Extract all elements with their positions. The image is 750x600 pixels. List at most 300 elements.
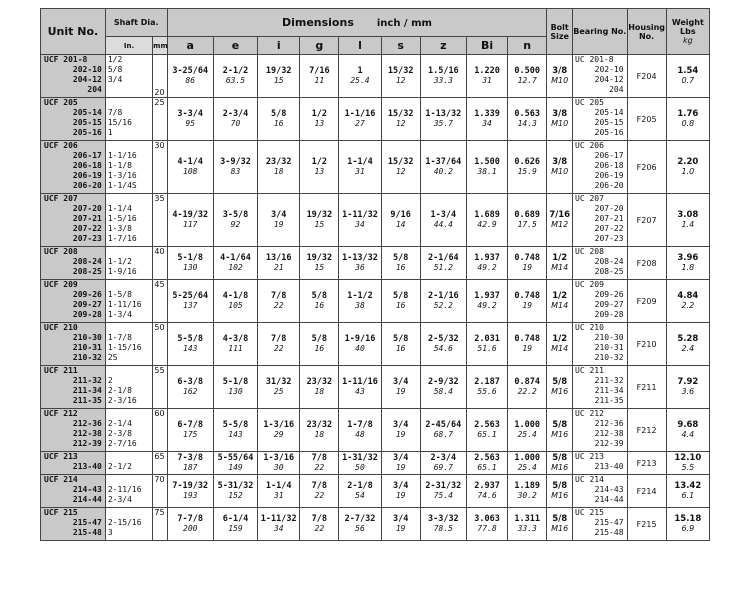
shaft-inch: 1-9/16 — [107, 267, 137, 276]
unit-no: UCF 210 — [44, 323, 78, 332]
dim-l-mm: 38 — [355, 301, 365, 310]
dim-e-mm: 63.5 — [225, 76, 246, 85]
dim-bi-cell — [466, 366, 507, 409]
dim-n-inch: 1.000 — [514, 453, 541, 463]
weight-cell — [666, 366, 709, 409]
dim-i-mm: 22 — [273, 344, 284, 353]
weight-cell — [666, 55, 709, 98]
dim-bi-mm: 77.8 — [477, 524, 497, 533]
shaft-inch: 1-3/16 — [107, 171, 137, 180]
dim-i-inch: 1-1/4 — [265, 481, 292, 491]
shaft-inch-cell — [105, 247, 152, 280]
dim-l-mm: 34 — [355, 220, 365, 229]
unit-no: 207-22 — [72, 224, 102, 233]
dim-bi-cell — [466, 98, 507, 141]
dim-l-cell — [339, 508, 381, 541]
dim-bi-inch: 1.500 — [474, 157, 500, 167]
dim-i-mm: 21 — [273, 263, 284, 272]
weight-label: Weight Lbs — [671, 18, 704, 36]
dim-e-cell — [213, 55, 257, 98]
dim-i-inch: 5/8 — [271, 109, 287, 119]
unit-no: 207-20 — [72, 204, 102, 213]
housing-no-cell: F210 — [627, 323, 666, 366]
dim-bi-cell — [466, 452, 507, 475]
dim-g-inch: 7/8 — [311, 514, 328, 524]
dim-l-inch: 1-1/2 — [347, 291, 373, 301]
dim-i-mm: 22 — [273, 301, 284, 310]
bolt-size-header: Bolt Size — [547, 9, 573, 55]
dim-a-cell — [167, 55, 213, 98]
unit-no: 214-44 — [72, 495, 102, 504]
bearing-no-cell — [573, 194, 628, 247]
dim-i-cell — [258, 194, 300, 247]
dim-l-cell — [339, 323, 381, 366]
unit-no: 207-21 — [72, 214, 102, 223]
bearing-no-cell — [573, 55, 628, 98]
dim-e-mm: 149 — [228, 463, 243, 472]
table-row — [41, 194, 710, 247]
unit-no: UCF 214 — [44, 475, 78, 484]
shaft-inch: 1-3/4 — [107, 310, 132, 319]
dim-a-inch: 7-3/8 — [177, 453, 204, 463]
dim-z-mm: 58.4 — [433, 387, 453, 396]
dim-l-cell — [339, 98, 381, 141]
bearing-no-cell — [573, 409, 628, 452]
unit-no: UCF 209 — [44, 280, 78, 289]
unit-no: 212-36 — [72, 419, 102, 428]
table-row — [41, 508, 710, 541]
table-row — [41, 409, 710, 452]
dim-n-mm: 33.3 — [517, 524, 537, 533]
bolt-size-inch: 1/2 — [552, 253, 568, 263]
shaft-inch: 1-1/8 — [107, 161, 132, 170]
bolt-size-cell — [547, 247, 573, 280]
shaft-mm-cell: 50 — [153, 323, 167, 366]
dim-bi-inch: 2.187 — [474, 377, 500, 387]
dim-s-mm: 12 — [395, 119, 406, 128]
bearing-no: 208-24 — [594, 257, 624, 266]
unit-no: 204-12 — [72, 75, 102, 84]
unit-no: UCF 208 — [44, 247, 78, 256]
shaft-inch — [108, 475, 152, 485]
dim-g-cell — [300, 247, 339, 280]
shaft-inch: 2-7/16 — [107, 439, 137, 448]
dim-z-cell — [420, 452, 466, 475]
bearing-no: 210-32 — [594, 353, 624, 362]
bolt-size-metric: M12 — [551, 220, 569, 229]
bolt-size-metric: M10 — [551, 119, 569, 128]
dim-a-cell — [167, 409, 213, 452]
weight-cell — [666, 508, 709, 541]
dim-e-inch: 3-5/8 — [222, 210, 249, 220]
shaft-inch — [108, 141, 152, 151]
dim-z-cell — [420, 247, 466, 280]
bearing-no: 208-25 — [594, 267, 624, 276]
weight-kg: 1.8 — [681, 263, 695, 272]
bearing-no-cell — [573, 475, 628, 508]
weight-kg: 3.6 — [681, 387, 695, 396]
dim-g-cell — [300, 280, 339, 323]
dim-l-inch: 2-7/32 — [344, 514, 376, 524]
unit-no: 206-18 — [72, 161, 102, 170]
dim-e-mm: 111 — [228, 344, 243, 353]
dim-bi-inch: 1.220 — [474, 66, 500, 76]
bearing-no: 211-35 — [594, 396, 624, 405]
dim-bi-inch: 2.563 — [474, 453, 500, 463]
dim-n-inch: 1.311 — [514, 514, 541, 524]
dim-n-cell — [508, 366, 547, 409]
dim-n-cell — [508, 247, 547, 280]
dim-s-inch: 15/32 — [387, 109, 414, 119]
dim-l-cell — [339, 409, 381, 452]
dim-g-mm: 16 — [314, 301, 325, 310]
dim-z-inch: 2-5/32 — [427, 334, 459, 344]
dim-z-cell — [420, 194, 466, 247]
dim-a-mm: 200 — [183, 524, 198, 533]
weight-cell — [666, 280, 709, 323]
weight-unit-label: kg — [682, 36, 693, 45]
shaft-inch: 2 — [107, 376, 113, 385]
dim-g-cell — [300, 194, 339, 247]
dim-g-inch: 23/32 — [306, 420, 333, 430]
bearing-no: 210-30 — [594, 333, 624, 342]
dim-i-inch: 1-3/16 — [263, 420, 295, 430]
dim-l-mm: 54 — [355, 491, 365, 500]
dim-a-mm: 86 — [185, 76, 196, 85]
unit-no-cell — [41, 366, 106, 409]
bolt-size-cell — [547, 194, 573, 247]
dim-bi-cell — [466, 409, 507, 452]
bolt-size-cell — [547, 409, 573, 452]
housing-no-header: Housing No. — [627, 9, 666, 55]
table-row — [41, 323, 710, 366]
bearing-no: 212-36 — [594, 419, 624, 428]
weight-kg: 2.4 — [681, 344, 695, 353]
dim-bi-cell — [466, 194, 507, 247]
table-row — [41, 452, 710, 475]
dim-i-mm: 15 — [273, 76, 284, 85]
dim-s-mm: 16 — [395, 263, 406, 272]
dim-a-inch: 3-25/64 — [172, 66, 209, 76]
bearing-no: UC 207 — [575, 194, 604, 203]
shaft-inch: 2-1/2 — [107, 462, 132, 471]
dim-bi-cell — [466, 55, 507, 98]
bolt-size-metric: M16 — [551, 387, 569, 396]
shaft-inch: 1/2 — [107, 55, 123, 64]
shaft-mm-cell: 30 — [153, 141, 167, 194]
bolt-size-cell — [547, 98, 573, 141]
dim-l-cell — [339, 55, 381, 98]
dim-n-inch: 0.748 — [514, 334, 541, 344]
col-i-header: i — [258, 37, 300, 55]
dim-z-cell — [420, 55, 466, 98]
bearing-no: 205-15 — [594, 118, 624, 127]
dim-g-inch: 5/8 — [311, 291, 328, 301]
dim-g-mm: 22 — [314, 463, 325, 472]
weight-lbs: 12.10 — [674, 453, 702, 463]
shaft-inch-cell — [105, 508, 152, 541]
dim-s-cell — [381, 55, 420, 98]
bolt-size-metric: M10 — [551, 167, 569, 176]
dim-z-cell — [420, 475, 466, 508]
dim-l-inch: 1-31/32 — [342, 453, 378, 463]
unit-no-cell — [41, 409, 106, 452]
bearing-no: 202-10 — [594, 65, 624, 74]
shaft-mm-cell: 70 — [153, 475, 167, 508]
dim-g-mm: 18 — [314, 430, 325, 439]
unit-no: 212-38 — [72, 429, 102, 438]
dim-n-mm: 12.7 — [517, 76, 537, 85]
bearing-no-cell — [573, 452, 628, 475]
dim-s-inch: 3/4 — [392, 377, 409, 387]
unit-no-cell — [41, 141, 106, 194]
dim-s-mm: 19 — [395, 491, 406, 500]
dim-i-inch: 13/16 — [265, 253, 292, 263]
unit-no: 209-27 — [72, 300, 102, 309]
dim-s-inch: 5/8 — [392, 253, 409, 263]
dim-l-inch: 1-1/16 — [344, 109, 376, 119]
bearing-no: 211-32 — [594, 376, 624, 385]
dim-l-mm: 27 — [355, 119, 365, 128]
dim-i-cell — [258, 247, 300, 280]
bearing-no-cell — [573, 141, 628, 194]
dim-s-cell — [381, 247, 420, 280]
unit-no-cell — [41, 323, 106, 366]
dim-g-inch: 1/2 — [311, 109, 328, 119]
bearing-no: UC 211 — [575, 366, 604, 375]
dim-a-mm: 137 — [183, 301, 198, 310]
dim-s-cell — [381, 475, 420, 508]
dim-s-inch: 3/4 — [392, 420, 409, 430]
weight-cell — [666, 98, 709, 141]
dim-a-inch: 4-1/4 — [177, 157, 204, 167]
bolt-size-metric: M16 — [551, 524, 569, 533]
shaft-mm-cell: 75 — [153, 508, 167, 541]
dim-g-inch: 19/32 — [306, 253, 333, 263]
dim-l-inch: 2-1/8 — [347, 481, 373, 491]
dim-bi-inch: 3.063 — [474, 514, 500, 524]
bolt-size-metric: M16 — [551, 430, 569, 439]
weight-kg: 1.4 — [681, 220, 695, 229]
dim-z-cell — [420, 366, 466, 409]
dim-g-inch: 23/32 — [306, 377, 333, 387]
bolt-size-inch: 5/8 — [552, 420, 568, 430]
dim-l-mm: 50 — [355, 463, 365, 472]
dim-s-mm: 19 — [395, 430, 406, 439]
unit-no: 205-16 — [72, 128, 102, 137]
dim-a-mm: 162 — [183, 387, 198, 396]
dim-a-cell — [167, 366, 213, 409]
bearing-no: 215-48 — [594, 528, 624, 537]
shaft-inch: 1-11/16 — [107, 300, 142, 309]
table-row — [41, 55, 710, 98]
bolt-size-metric: M10 — [551, 76, 569, 85]
bolt-size-inch: 5/8 — [552, 377, 568, 387]
dim-bi-inch: 1.689 — [474, 210, 500, 220]
dim-z-cell — [420, 98, 466, 141]
bearing-no: UC 212 — [575, 409, 604, 418]
dim-e-cell — [213, 280, 257, 323]
weight-lbs: 2.20 — [677, 157, 699, 167]
bearing-no-header: Bearing No. — [573, 9, 628, 55]
housing-no-cell: F213 — [627, 452, 666, 475]
table-row — [41, 475, 710, 508]
unit-no: 212-39 — [72, 439, 102, 448]
dim-i-inch: 1-3/16 — [263, 453, 295, 463]
weight-lbs: 4.84 — [677, 291, 699, 301]
dim-a-mm: 117 — [183, 220, 198, 229]
dim-g-mm: 22 — [314, 491, 325, 500]
dim-i-mm: 16 — [273, 119, 284, 128]
dim-bi-cell — [466, 323, 507, 366]
dim-l-inch: 1-1/4 — [347, 157, 373, 167]
bolt-size-cell — [547, 55, 573, 98]
weight-lbs: 1.54 — [677, 66, 699, 76]
unit-no: 215-47 — [72, 518, 102, 527]
table-row — [41, 280, 710, 323]
dim-i-mm: 31 — [273, 491, 284, 500]
bearing-no-cell — [573, 247, 628, 280]
shaft-inch: 1-1/2 — [107, 257, 132, 266]
dim-s-inch: 3/4 — [392, 481, 409, 491]
bearing-no: 211-34 — [594, 386, 624, 395]
unit-no-header: Unit No. — [41, 9, 106, 55]
dim-a-inch: 7-7/8 — [177, 514, 204, 524]
bearing-no: 214-44 — [594, 495, 624, 504]
bolt-size-inch: 5/8 — [552, 453, 568, 463]
dim-a-cell — [167, 452, 213, 475]
shaft-mm-cell: 20 — [153, 55, 167, 98]
bearing-no: UC 210 — [575, 323, 604, 332]
dim-i-inch: 1-11/32 — [260, 514, 297, 524]
shaft-inch — [108, 452, 152, 462]
bolt-size-inch: 3/8 — [552, 109, 568, 119]
shaft-inch: 1-5/8 — [107, 290, 132, 299]
dim-e-mm: 83 — [230, 167, 241, 176]
dim-i-cell — [258, 366, 300, 409]
unit-no-cell — [41, 55, 106, 98]
bearing-spec-table — [40, 8, 710, 541]
dim-g-cell — [300, 508, 339, 541]
col-z-header: z — [420, 37, 466, 55]
weight-lbs: 3.08 — [677, 210, 699, 220]
dim-a-cell — [167, 475, 213, 508]
dim-s-cell — [381, 323, 420, 366]
dim-z-mm: 68.7 — [433, 430, 453, 439]
dim-s-cell — [381, 452, 420, 475]
bolt-size-cell — [547, 475, 573, 508]
unit-no: 211-35 — [72, 396, 102, 405]
dim-z-mm: 54.6 — [433, 344, 453, 353]
dim-bi-mm: 65.1 — [477, 463, 497, 472]
dim-s-inch: 9/16 — [390, 210, 411, 220]
shaft-mm-cell: 45 — [153, 280, 167, 323]
bolt-size-cell — [547, 366, 573, 409]
shaft-inch-cell — [105, 452, 152, 475]
dim-s-cell — [381, 194, 420, 247]
unit-no-cell — [41, 475, 106, 508]
dim-l-cell — [339, 194, 381, 247]
dim-bi-cell — [466, 247, 507, 280]
unit-no-cell — [41, 452, 106, 475]
bolt-size-inch: 5/8 — [552, 514, 568, 524]
dim-g-mm: 15 — [314, 263, 325, 272]
bolt-size-metric: M16 — [551, 463, 569, 472]
dim-l-inch: 1-11/16 — [342, 377, 378, 387]
unit-no-cell — [41, 508, 106, 541]
col-a-header: a — [167, 37, 213, 55]
housing-no-cell: F206 — [627, 141, 666, 194]
dim-e-inch: 4-3/8 — [222, 334, 249, 344]
dim-z-cell — [420, 323, 466, 366]
weight-kg: 0.8 — [681, 119, 695, 128]
shaft-inch — [108, 409, 152, 419]
dim-bi-mm: 42.9 — [477, 220, 497, 229]
dim-a-mm: 187 — [183, 463, 198, 472]
shaft-inch — [108, 323, 152, 333]
dim-n-inch: 1.189 — [514, 481, 541, 491]
dim-a-inch: 7-19/32 — [172, 481, 209, 491]
weight-cell — [666, 409, 709, 452]
dim-z-mm: 33.3 — [433, 76, 453, 85]
dim-s-cell — [381, 366, 420, 409]
bearing-no: UC 205 — [575, 98, 604, 107]
dim-a-cell — [167, 508, 213, 541]
unit-no: 211-34 — [72, 386, 102, 395]
dim-e-cell — [213, 508, 257, 541]
bolt-size-inch: 1/2 — [552, 334, 568, 344]
dim-a-cell — [167, 323, 213, 366]
shaft-inch: 3 — [107, 528, 113, 537]
weight-cell — [666, 247, 709, 280]
dim-e-cell — [213, 141, 257, 194]
bolt-size-cell — [547, 508, 573, 541]
unit-no: UCF 205 — [44, 98, 78, 107]
dim-z-mm: 75.4 — [433, 491, 453, 500]
dim-l-inch: 1-9/16 — [344, 334, 376, 344]
dim-a-cell — [167, 194, 213, 247]
dim-i-inch: 31/32 — [265, 377, 292, 387]
unit-no: UCF 206 — [44, 141, 78, 150]
shaft-inch-cell — [105, 475, 152, 508]
dimensions-label: Dimensions — [281, 16, 354, 29]
dim-n-inch: 0.500 — [514, 66, 541, 76]
bolt-size-metric: M14 — [551, 344, 569, 353]
shaft-inch-cell — [105, 55, 152, 98]
col-l-header: l — [339, 37, 381, 55]
dim-e-mm: 105 — [228, 301, 243, 310]
bearing-no: 206-18 — [594, 161, 624, 170]
dim-g-cell — [300, 141, 339, 194]
dim-s-inch: 15/32 — [387, 157, 414, 167]
unit-no: 209-28 — [72, 310, 102, 319]
dim-bi-mm: 38.1 — [477, 167, 497, 176]
housing-no-cell: F215 — [627, 508, 666, 541]
dim-bi-cell — [466, 475, 507, 508]
dim-bi-cell — [466, 508, 507, 541]
dim-a-cell — [167, 141, 213, 194]
units-label: inch / mm — [376, 18, 432, 29]
unit-no: 202-10 — [72, 65, 102, 74]
unit-no: 213-40 — [72, 462, 102, 471]
shaft-inch: 2-3/16 — [107, 396, 137, 405]
unit-no: 210-30 — [72, 333, 102, 342]
shaft-mm-cell: 40 — [153, 247, 167, 280]
shaft-inch: 1-1/4S — [107, 181, 137, 190]
bearing-no: 210-31 — [594, 343, 624, 352]
housing-no-cell: F209 — [627, 280, 666, 323]
bearing-no: UC 201-8 — [575, 55, 614, 64]
